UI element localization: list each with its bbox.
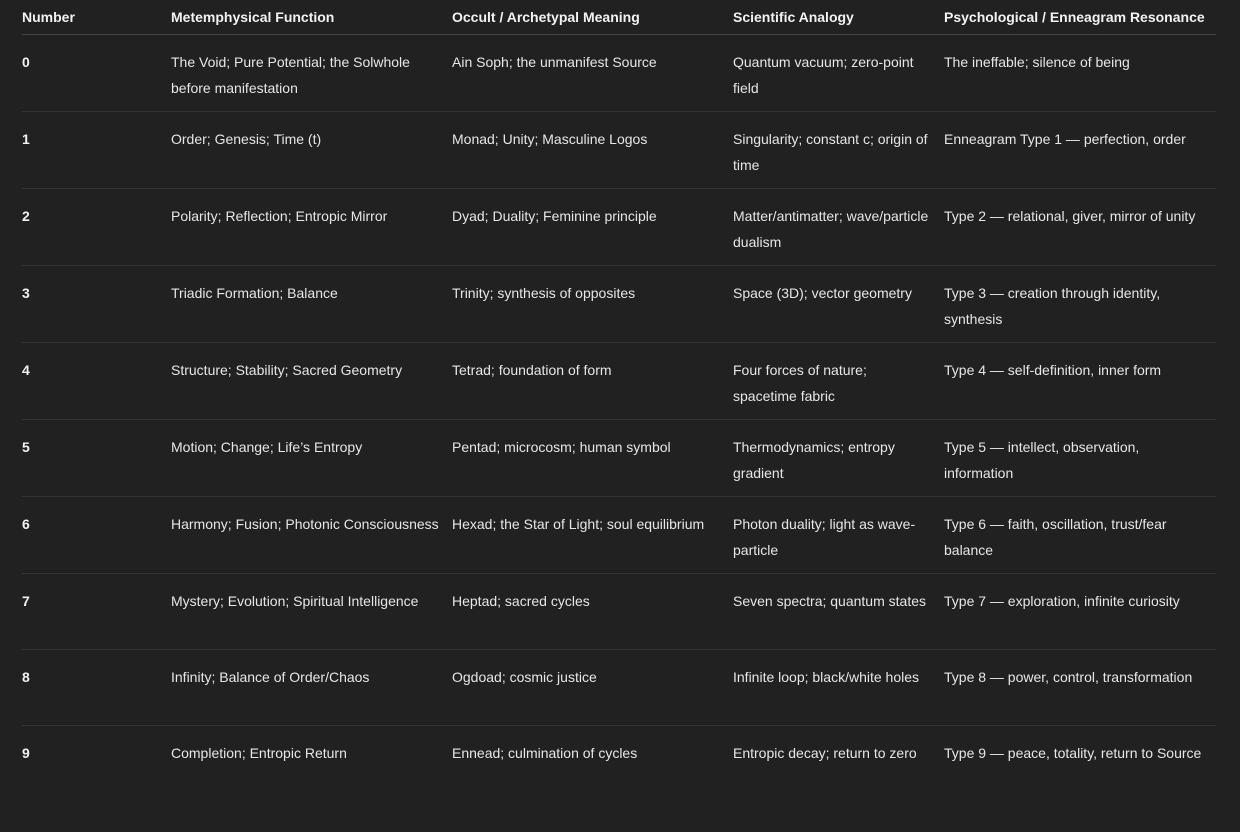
table-row bbox=[22, 650, 1216, 726]
numerology-table bbox=[22, 0, 1216, 801]
cell-occult: Trinity; synthesis of opposites bbox=[452, 266, 733, 343]
header-psychological-resonance: Psychological / Enneagram Resonance bbox=[944, 0, 1216, 35]
cell-science: Quantum vacuum; zero-point field bbox=[733, 35, 944, 112]
cell-science: Four forces of nature; spacetime fabric bbox=[733, 343, 944, 420]
cell-science: Thermodynamics; entropy gradient bbox=[733, 420, 944, 497]
cell-science: Entropic decay; return to zero bbox=[733, 745, 917, 761]
header-occult-meaning: Occult / Archetypal Meaning bbox=[452, 0, 733, 35]
cell-function: Polarity; Reflection; Entropic Mirror bbox=[171, 189, 452, 266]
cell-psychology: Type 5 — intellect, observation, information bbox=[944, 420, 1216, 497]
cell-function: Triadic Formation; Balance bbox=[171, 266, 452, 343]
cell-number: 1 bbox=[22, 112, 171, 189]
cell-psychology: Enneagram Type 1 — perfection, order bbox=[944, 112, 1216, 189]
table-row bbox=[22, 343, 1216, 420]
cell-psychology: Type 6 — faith, oscillation, trust/fear balance bbox=[944, 497, 1216, 574]
cell-science: Space (3D); vector geometry bbox=[733, 266, 944, 343]
cell-number: 4 bbox=[22, 343, 171, 420]
cell-psychology: Type 7 — exploration, infinite curiosity bbox=[944, 574, 1216, 650]
table-row bbox=[22, 574, 1216, 650]
cell-number: 2 bbox=[22, 189, 171, 266]
cell-occult: Pentad; microcosm; human symbol bbox=[452, 420, 733, 497]
cell-psychology: Type 9 — peace, totality, return to Source bbox=[944, 745, 1202, 761]
cell-function: Structure; Stability; Sacred Geometry bbox=[171, 343, 452, 420]
table-row bbox=[22, 189, 1216, 266]
cell-science: Photon duality; light as wave-particle bbox=[733, 497, 944, 574]
cell-function: Motion; Change; Life’s Entropy bbox=[171, 420, 452, 497]
header-metaphysical-function: Metemphysical Function bbox=[171, 0, 452, 35]
cell-occult: Ennead; culmination of cycles bbox=[452, 745, 638, 761]
table-header bbox=[22, 0, 1216, 35]
cell-function: Mystery; Evolution; Spiritual Intelligence bbox=[171, 574, 452, 650]
table-row bbox=[22, 497, 1216, 574]
cell-occult: Ain Soph; the unmanifest Source bbox=[452, 35, 733, 112]
cell-psychology: Type 8 — power, control, transformation bbox=[944, 650, 1216, 726]
cell-science: Matter/antimatter; wave/particle dualism bbox=[733, 189, 944, 266]
cell-function: Completion; Entropic Return bbox=[171, 745, 347, 761]
cell-number: 7 bbox=[22, 574, 171, 650]
table-row bbox=[22, 726, 1216, 802]
table-row bbox=[22, 112, 1216, 189]
cell-number: 3 bbox=[22, 266, 171, 343]
cell-number: 8 bbox=[22, 650, 171, 726]
cell-science: Singularity; constant c; origin of time bbox=[733, 112, 944, 189]
cell-psychology: Type 3 — creation through identity, synthesis bbox=[944, 266, 1216, 343]
cell-number: 5 bbox=[22, 420, 171, 497]
cell-number: 0 bbox=[22, 35, 171, 112]
cell-psychology: Type 4 — self-definition, inner form bbox=[944, 343, 1216, 420]
cell-function: Harmony; Fusion; Photonic Consciousness bbox=[171, 497, 452, 574]
cell-function: Infinity; Balance of Order/Chaos bbox=[171, 650, 452, 726]
cell-function: Order; Genesis; Time (t) bbox=[171, 112, 452, 189]
cell-occult: Tetrad; foundation of form bbox=[452, 343, 733, 420]
cell-occult: Dyad; Duality; Feminine principle bbox=[452, 189, 733, 266]
cell-number: 9 bbox=[22, 745, 30, 761]
table-body bbox=[22, 35, 1216, 802]
cell-function: The Void; Pure Potential; the Solwhole before manifestation bbox=[171, 35, 452, 112]
header-number: Number bbox=[22, 0, 171, 35]
cell-occult: Ogdoad; cosmic justice bbox=[452, 650, 733, 726]
header-row bbox=[22, 0, 1216, 35]
table-row bbox=[22, 35, 1216, 112]
cell-number: 6 bbox=[22, 497, 171, 574]
header-scientific-analogy: Scientific Analogy bbox=[733, 0, 944, 35]
cell-psychology: The ineffable; silence of being bbox=[944, 35, 1216, 112]
cell-science: Seven spectra; quantum states bbox=[733, 574, 944, 650]
cell-occult: Heptad; sacred cycles bbox=[452, 574, 733, 650]
cell-occult: Hexad; the Star of Light; soul equilibrium bbox=[452, 497, 733, 574]
numerology-table-container bbox=[22, 0, 1216, 801]
table-row bbox=[22, 420, 1216, 497]
cell-occult: Monad; Unity; Masculine Logos bbox=[452, 112, 733, 189]
cell-science: Infinite loop; black/white holes bbox=[733, 650, 944, 726]
cell-psychology: Type 2 — relational, giver, mirror of unity bbox=[944, 189, 1216, 266]
table-row bbox=[22, 266, 1216, 343]
